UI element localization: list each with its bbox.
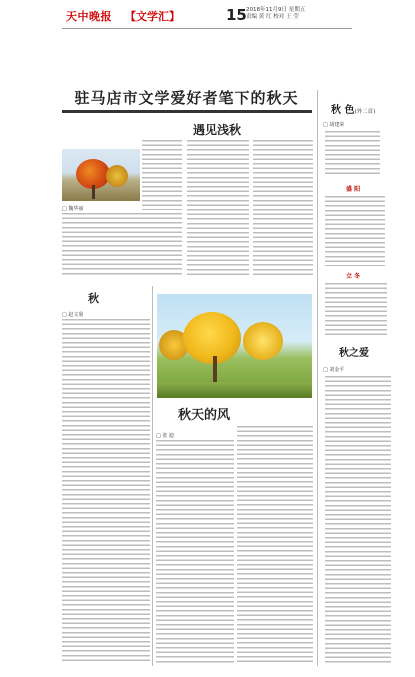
- article-text-1b: [62, 213, 182, 275]
- tree-icon: [243, 322, 283, 360]
- sidebar-poem-3: [325, 283, 387, 335]
- article-text-2: [62, 319, 150, 664]
- article-text-1a: [142, 140, 182, 210]
- section-name: 【文学汇】: [125, 10, 180, 23]
- tree-icon: [183, 312, 241, 364]
- sidebar-poem-2: [325, 196, 385, 266]
- sidebar-poem-1: [325, 131, 380, 177]
- article-image-autumn-tree: [62, 149, 140, 201]
- masthead: [0, 0, 415, 34]
- article-byline-2: □ 赵文菊: [62, 312, 84, 318]
- sidebar-byline-1: □ 胡建荣: [323, 122, 345, 128]
- page-title: 驻马店市文学爱好者笔下的秋天: [63, 87, 310, 109]
- editor-credits: 责编 黄 红 校对 王 莹: [246, 14, 299, 20]
- header-meta: [246, 7, 305, 21]
- image-caption-1: □ 魏华丽: [62, 206, 84, 212]
- article-title-2: 秋: [88, 292, 99, 305]
- page-number: 15: [226, 6, 247, 24]
- publish-date: 2018年11月9日 星期五: [246, 7, 306, 13]
- sidebar-byline-4: □ 刘金平: [323, 367, 345, 373]
- article-title-3: 秋天的风: [178, 408, 231, 423]
- newspaper-brand: 天中晚报: [66, 10, 112, 23]
- header-rule: [62, 28, 352, 29]
- sidebar-title-4: 秋之爱: [339, 348, 369, 359]
- sidebar-title-1: 秋 色(外二首): [331, 105, 376, 116]
- sidebar-subtitle-3: 立 冬: [346, 273, 361, 280]
- sidebar-subtitle-2: 盛 阳: [346, 186, 361, 193]
- article-title-1: 遇见浅秋: [193, 123, 242, 137]
- article-text-3a: [156, 440, 234, 664]
- article-text-1c: [187, 140, 249, 275]
- title-rule: [62, 110, 312, 113]
- tree-icon: [106, 165, 128, 187]
- article-byline-3: □ 张 迪: [156, 433, 174, 439]
- sidebar-poem-4: [325, 376, 391, 664]
- article-text-1d: [253, 140, 313, 275]
- column-divider: [317, 90, 318, 666]
- article-image-golden-trees: [157, 294, 312, 398]
- article-text-3b: [237, 426, 313, 664]
- column-divider: [152, 286, 153, 666]
